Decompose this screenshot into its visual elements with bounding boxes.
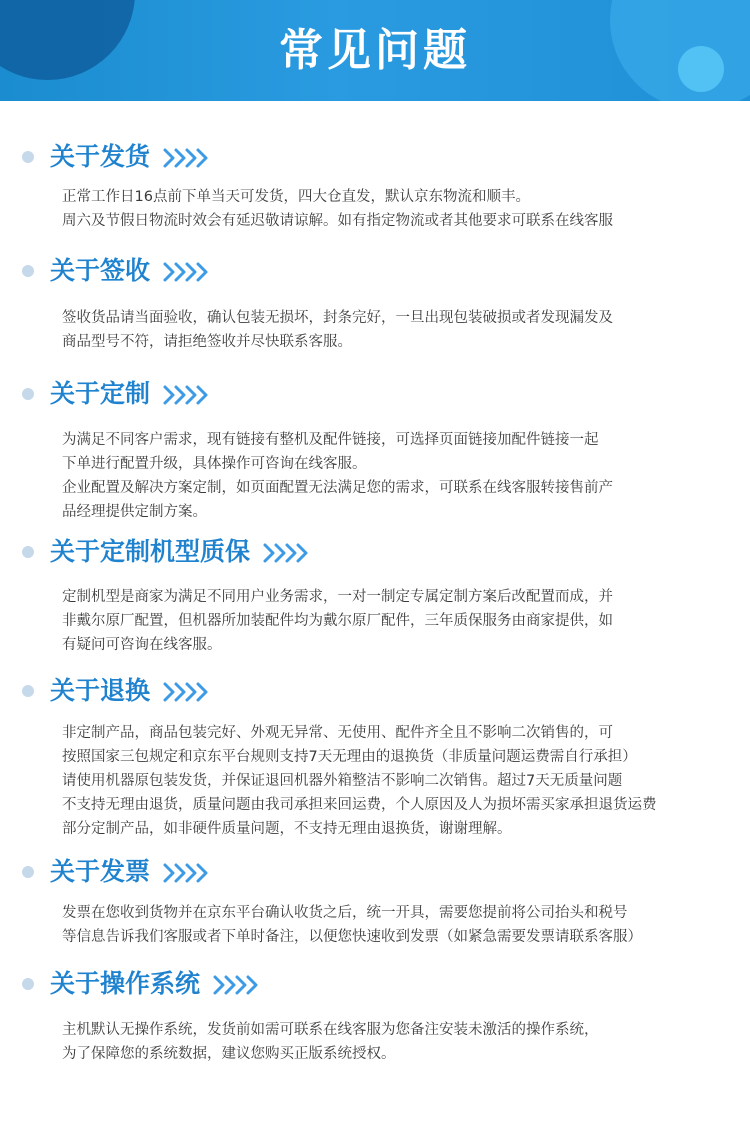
section-body	[62, 585, 722, 657]
section-line: 周六及节假日物流时效会有延迟敬请谅解。如有指定物流或者其他要求可联系在线客服	[62, 213, 613, 229]
section-title: 关于退换	[50, 676, 151, 705]
section-line: 品经理提供定制方案。	[62, 504, 207, 520]
section-title: 关于定制机型质保	[50, 537, 251, 566]
section-title: 关于签收	[50, 256, 151, 285]
section-line: 非定制产品，商品包装完好、外观无异常、无使用、配件齐全且不影响二次销售的，可	[62, 725, 613, 741]
section-heading	[0, 675, 750, 711]
section-line: 为了保障您的系统数据，建议您购买正版系统授权。	[62, 1046, 396, 1062]
section-body	[62, 721, 722, 841]
section-body	[62, 306, 722, 354]
section-line: 有疑问可咨询在线客服。	[62, 637, 222, 653]
section-line: 定制机型是商家为满足不同用户业务需求，一对一制定专属定制方案后改配置而成，并	[62, 589, 613, 605]
bullet-dot-icon	[22, 265, 34, 277]
section-line: 企业配置及解决方案定制，如页面配置无法满足您的需求，可联系在线客服转接售前产	[62, 480, 613, 496]
section-body	[62, 428, 722, 524]
page-title: 常见问题	[279, 25, 471, 76]
section-title: 关于发货	[50, 142, 151, 171]
section-heading	[0, 255, 750, 291]
section-body	[62, 185, 722, 233]
section-line: 非戴尔原厂配置，但机器所加装配件均为戴尔原厂配件，三年质保服务由商家提供，如	[62, 613, 613, 629]
section-line: 等信息告诉我们客服或者下单时备注，以便您快速收到发票（如紧急需要发票请联系客服）	[62, 929, 642, 945]
chevrons-right-icon	[162, 862, 214, 884]
header-banner	[0, 0, 750, 101]
section-heading	[0, 856, 750, 892]
section-body	[62, 901, 722, 949]
section-title: 关于定制	[50, 379, 151, 408]
bullet-dot-icon	[22, 151, 34, 163]
bullet-dot-icon	[22, 546, 34, 558]
section-title: 关于发票	[50, 857, 151, 886]
chevrons-right-icon	[162, 681, 214, 703]
chevrons-right-icon	[162, 384, 214, 406]
chevrons-right-icon	[162, 261, 214, 283]
chevrons-right-icon	[212, 974, 264, 996]
section-heading	[0, 141, 750, 177]
chevrons-right-icon	[262, 542, 314, 564]
chevrons-right-icon	[162, 147, 214, 169]
section-line: 主机默认无操作系统，发货前如需可联系在线客服为您备注安装未激活的操作系统，	[62, 1022, 599, 1038]
bullet-dot-icon	[22, 978, 34, 990]
section-line: 请使用机器原包装发货，并保证退回机器外箱整洁不影响二次销售。超过7天无质量问题	[62, 773, 623, 789]
section-heading	[0, 536, 750, 572]
section-heading	[0, 968, 750, 1004]
bullet-dot-icon	[22, 388, 34, 400]
section-line: 不支持无理由退货，质量问题由我司承担来回运费，个人原因及人为损坏需买家承担退货运费	[62, 797, 657, 813]
section-body	[62, 1018, 722, 1066]
section-line: 正常工作日16点前下单当天可发货，四大仓直发，默认京东物流和顺丰。	[62, 189, 530, 205]
section-line: 为满足不同客户需求，现有链接有整机及配件链接，可选择页面链接加配件链接一起	[62, 432, 599, 448]
section-line: 按照国家三包规定和京东平台规则支持7天无理由的退换货（非质量问题运费需自行承担）	[62, 749, 637, 765]
section-line: 签收货品请当面验收，确认包装无损坏，封条完好，一旦出现包装破损或者发现漏发及	[62, 310, 613, 326]
section-heading	[0, 378, 750, 414]
section-line: 发票在您收到货物并在京东平台确认收货之后，统一开具，需要您提前将公司抬头和税号	[62, 905, 628, 921]
section-title: 关于操作系统	[50, 969, 201, 998]
section-line: 部分定制产品，如非硬件质量问题，不支持无理由退换货，谢谢理解。	[62, 821, 512, 837]
section-line: 商品型号不符，请拒绝签收并尽快联系客服。	[62, 334, 352, 350]
bullet-dot-icon	[22, 685, 34, 697]
section-line: 下单进行配置升级，具体操作可咨询在线客服。	[62, 456, 367, 472]
bullet-dot-icon	[22, 866, 34, 878]
